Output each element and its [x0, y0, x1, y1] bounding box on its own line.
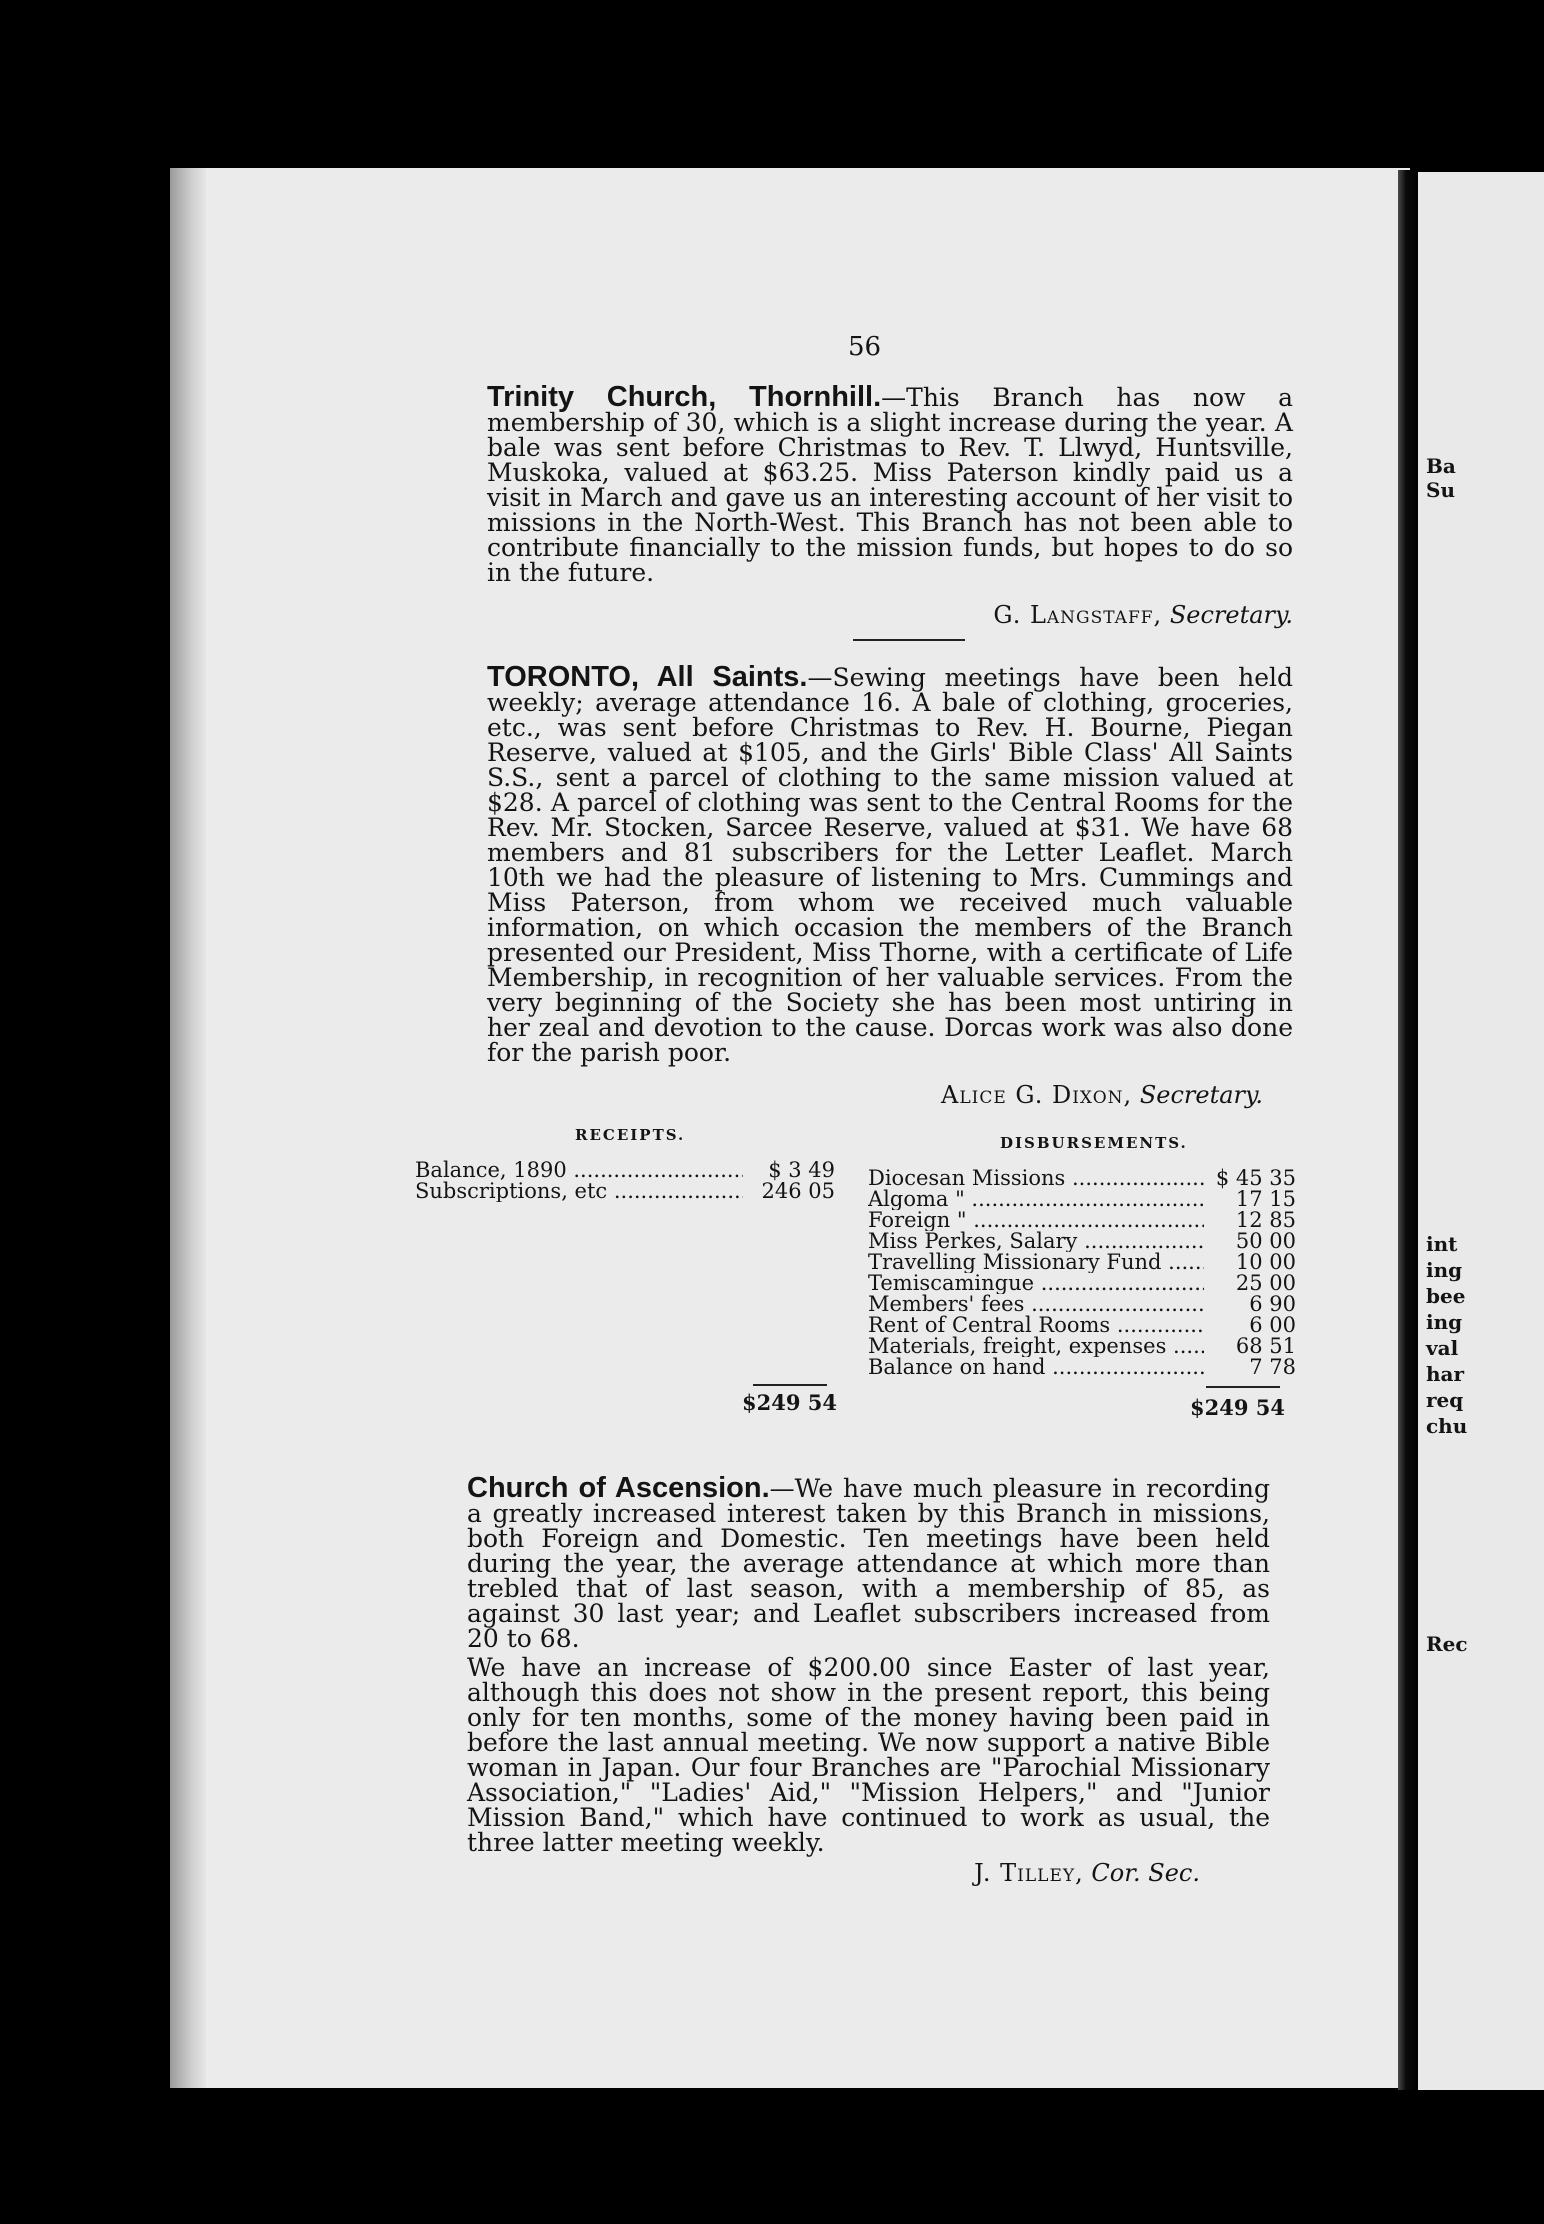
facing-page-fragment: har [1426, 1362, 1465, 1386]
section-church-of-ascension [405, 1472, 1270, 1887]
page-number: 56 [848, 332, 882, 362]
facing-page-fragment: val [1426, 1336, 1459, 1360]
row-amount: 6 90 [1249, 1292, 1296, 1316]
row-label: Balance on hand ..... [868, 1357, 1204, 1378]
table-row [868, 1315, 1296, 1336]
page-gutter [1398, 170, 1418, 2090]
facing-page [1418, 172, 1544, 2090]
facing-page-fragment: ing [1426, 1258, 1463, 1282]
signature-name: G. Langstaff, [993, 601, 1163, 629]
row-label: Subscriptions, etc ..... [415, 1181, 743, 1202]
row-amount: 12 85 [1235, 1208, 1296, 1232]
table-row [868, 1252, 1296, 1273]
table-row [868, 1210, 1296, 1231]
table-row [868, 1189, 1296, 1210]
facing-page-fragment: chu [1426, 1414, 1468, 1438]
facing-page-fragment: ing [1426, 1310, 1463, 1334]
table-row [415, 1181, 835, 1202]
disbursements-table [868, 1168, 1296, 1378]
table-row [868, 1357, 1296, 1378]
facing-page-fragment: Ba [1426, 454, 1456, 478]
signature-name: J. Tilley, [974, 1859, 1084, 1887]
section-body: —This Branch has now a membership of 30, which is a slight increase during the year. A bale was sent before Christmas to Rev. T. Llwyd, Huntsville, Muskoka, valued at $63.25. Miss Paterson kindly paid us a visit in March and gave us an interesting account of her visit to missions in the North-West. This Branch has not been able to contribute financially to the mission funds, but hopes to do so in the future. [487, 383, 1293, 587]
section-body: —Sewing meetings have been held weekly; average attendance 16. A bale of clothing, groceries, etc., was sent before Christmas to Rev. H. Bourne, Piegan Reserve, valued at $105, and the Girls' Bible Class' All Saints S.S., sent a parcel of clothing to the same mission valued at $28. A parcel of clothing was sent to the Central Rooms for the Rev. Mr. Stocken, Sarcee Reserve, valued at $31. We have 68 members and 81 subscribers for the Letter Leaflet. March 10th we had the pleasure of listening to Mrs. Cummings and Miss Paterson, from whom we received much valuable information, on which occasion the members of the Branch presented our President, Miss Thorne, with a certificate of Life Membership, in recognition of her valuable services. From the very beginning of the Society she has been most untiring in her zeal and devotion to the cause. Dorcas work was also done for the parish poor. [487, 663, 1293, 1067]
table-row [868, 1336, 1296, 1357]
table-row [868, 1168, 1296, 1189]
row-label: Travelling Missionary Fund ..... [868, 1252, 1204, 1273]
table-row [868, 1273, 1296, 1294]
facing-page-fragment: bee [1426, 1284, 1466, 1308]
total-rule [1206, 1386, 1280, 1388]
row-amount: 6 00 [1249, 1313, 1296, 1337]
table-row [868, 1294, 1296, 1315]
section-body: —We have much pleasure in recording a greatly increased interest taken by this Branch in missions, both Foreign and Domestic. Ten meetings have been held during the year, the average attendance at which more than trebled that of last season, with a membership of 85, as against 30 last year; and Leaflet subscribers increased from 20 to 68. [467, 1474, 1270, 1653]
table-row [415, 1160, 835, 1181]
row-amount: 7 78 [1249, 1355, 1296, 1379]
section-heading: TORONTO, All Saints. [487, 661, 808, 693]
section-divider [853, 639, 965, 641]
facing-page-fragment: Su [1426, 478, 1455, 502]
section-trinity-church [425, 381, 1293, 641]
row-amount: 50 00 [1235, 1229, 1296, 1253]
receipts-total: $249 54 [742, 1390, 837, 1415]
signature [425, 601, 1293, 629]
row-label: Algoma " ..... [868, 1189, 1204, 1210]
row-label: Foreign " ..... [868, 1210, 1204, 1231]
row-amount: 25 00 [1235, 1271, 1296, 1295]
signature [425, 1081, 1263, 1109]
row-label: Diocesan Missions ..... [868, 1168, 1204, 1189]
disbursements-total: $249 54 [1190, 1395, 1285, 1420]
signature-name: Alice G. Dixon, [941, 1081, 1133, 1109]
row-label: Materials, freight, expenses ..... [868, 1336, 1204, 1357]
disbursements-title: DISBURSEMENTS. [1000, 1134, 1188, 1152]
receipts-title: RECEIPTS. [575, 1126, 686, 1144]
signature-role: Secretary. [1139, 1081, 1263, 1109]
section-toronto-all-saints [425, 661, 1293, 1109]
section-body-continued: We have an increase of $200.00 since Easter of last year, although this does not show in the present report, this being only for ten months, some of the money having been paid in before the last annual meeting. We now support a native Bible woman in Japan. Our four Branches are "Parochial Missionary Association," "Ladies' Aid," "Mission Helpers," and "Junior Mission Band," which have continued to work as usual, the three latter meeting weekly. [467, 1653, 1270, 1857]
signature-role: Cor. Sec. [1091, 1859, 1200, 1887]
row-amount: 246 05 [761, 1179, 835, 1203]
row-amount: $ 3 49 [768, 1158, 835, 1182]
table-row [868, 1231, 1296, 1252]
row-amount: $ 45 35 [1215, 1166, 1296, 1190]
row-label: Miss Perkes, Salary ..... [868, 1231, 1204, 1252]
facing-page-fragment: Rec [1426, 1632, 1468, 1656]
facing-page-fragment: int [1426, 1232, 1458, 1256]
total-rule [753, 1384, 827, 1386]
row-amount: 17 15 [1235, 1187, 1296, 1211]
row-amount: 68 51 [1235, 1334, 1296, 1358]
row-label: Rent of Central Rooms ..... [868, 1315, 1204, 1336]
row-label: Members' fees ..... [868, 1294, 1204, 1315]
signature [405, 1859, 1200, 1887]
row-amount: 10 00 [1235, 1250, 1296, 1274]
receipts-table [415, 1160, 835, 1202]
row-label: Balance, 1890 ..... [415, 1160, 743, 1181]
section-heading: Church of Ascension. [467, 1472, 770, 1504]
row-label: Temiscamingue ..... [868, 1273, 1204, 1294]
facing-page-fragment: req [1426, 1388, 1464, 1412]
section-heading: Trinity Church, Thornhill. [487, 381, 882, 413]
signature-role: Secretary. [1169, 601, 1293, 629]
